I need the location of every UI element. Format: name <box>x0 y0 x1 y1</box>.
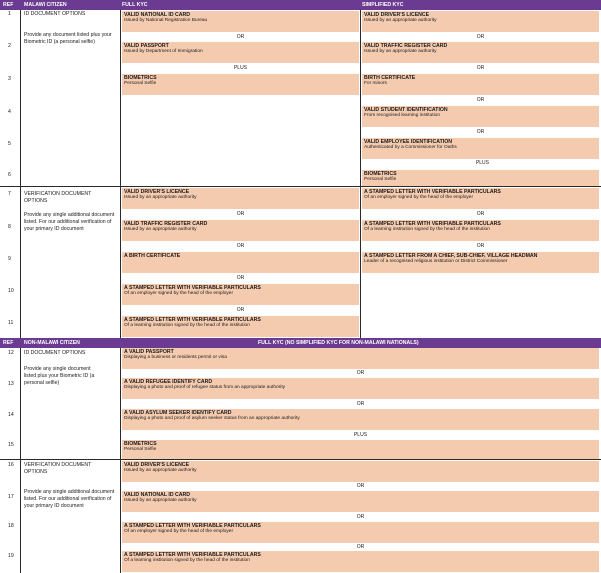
grid-line <box>0 186 601 187</box>
ref-number: 13 <box>8 381 14 387</box>
ref-number: 19 <box>8 553 14 559</box>
ref-number: 1 <box>8 11 11 17</box>
header-ref: REF <box>3 340 14 346</box>
document-card: VALID DRIVER'S LICENCE Issued by an appropriate authority <box>362 11 599 32</box>
document-card: BIRTH CERTIFICATE For minors <box>362 74 599 95</box>
verification-options-title: VERIFICATION DOCUMENT OPTIONS <box>24 462 92 475</box>
id-options-desc: Provide any document listed plus your Biometric ID (a personal selfie) <box>24 32 112 45</box>
document-card: VALID TRAFFIC REGISTER CARD Issued by an appropriate authority <box>122 220 359 241</box>
document-card: VALID DRIVER'S LICENCE Issued by an appropriate authority <box>122 461 599 482</box>
verification-options-desc: Provide any single additional document listed. For our additional verification of your primary ID document <box>24 489 115 509</box>
document-card: A STAMPED LETTER WITH VERIFIABLE PARTICULARS Of a learning institution signed by the head of the institution <box>122 316 359 337</box>
header-full-kyc: FULL KYC <box>122 2 148 8</box>
id-options-title: ID DOCUMENT OPTIONS <box>24 350 86 356</box>
ref-number: 15 <box>8 442 14 448</box>
document-card: A BIRTH CERTIFICATE <box>122 252 359 273</box>
grid-line <box>20 348 21 573</box>
document-card: VALID TRAFFIC REGISTER CARD Issued by an appropriate authority <box>362 42 599 63</box>
separator-or: OR <box>476 65 485 71</box>
header-simplified-kyc: SIMPLIFIED KYC <box>362 2 404 8</box>
separator-or: OR <box>476 129 485 135</box>
separator-or: OR <box>476 34 485 40</box>
header-citizen: MALAWI CITIZEN <box>24 2 67 8</box>
separator-or: OR <box>236 211 245 217</box>
ref-number: 11 <box>8 320 14 326</box>
section1-header <box>0 0 601 10</box>
ref-number: 2 <box>8 43 11 49</box>
ref-number: 14 <box>8 412 14 418</box>
ref-number: 7 <box>8 191 11 197</box>
ref-number: 8 <box>8 224 11 230</box>
ref-number: 17 <box>8 494 14 500</box>
ref-number: 12 <box>8 350 14 356</box>
document-card: A STAMPED LETTER WITH VERIFIABLE PARTICULARS Of an employer signed by the head of the employer <box>362 188 599 209</box>
document-card: VALID NATIONAL ID CARD Issued by an appropriate authority <box>122 491 599 512</box>
document-card: A VALID REFUGEE IDENTIFY CARD Displaying a photo and proof of refugee status from an appropriate authority <box>122 378 599 399</box>
document-card: VALID EMPLOYEE IDENTIFICATION Authenticated by a Commissioner for Oaths <box>362 138 599 159</box>
header-ref: REF <box>3 2 14 8</box>
ref-number: 18 <box>8 523 14 529</box>
separator-or: OR <box>236 307 245 313</box>
id-options-title: ID DOCUMENT OPTIONS <box>24 11 86 17</box>
document-card: VALID DRIVER'S LICENCE Issued by an appropriate authority <box>122 188 359 209</box>
grid-line <box>360 10 361 338</box>
document-card: VALID STUDENT IDENTIFICATION From recognised learning institution <box>362 106 599 127</box>
separator-or: OR <box>356 401 365 407</box>
ref-number: 6 <box>8 172 11 178</box>
grid-line <box>120 10 121 338</box>
document-card: A STAMPED LETTER WITH VERIFIABLE PARTICULARS Of an employer signed by the head of the employer <box>122 284 359 305</box>
id-options-desc: Provide any single document listed plus your Biometric ID (a personal selfie) <box>24 366 95 386</box>
document-card: A VALID ASYLUM SEEKER IDENTIFY CARD Displaying a photo and proof of asylum seeker status from an appropriate authority <box>122 409 599 430</box>
document-card: A STAMPED LETTER WITH VERIFIABLE PARTICULARS Of a learning institution signed by the head of the institution <box>122 551 599 572</box>
separator-or: OR <box>476 97 485 103</box>
document-card: BIOMETRICS Personal Selfie <box>122 440 599 459</box>
document-card: VALID NATIONAL ID CARD Issued by National Registration Bureau <box>122 11 359 32</box>
header-full-kyc-non-malawi: FULL KYC (NO SIMPLIFIED KYC FOR NON-MALAWI NATIONALS) <box>258 340 419 346</box>
verification-options-desc: Provide any single additional document listed. For our additional verification of your primary ID document <box>24 212 115 232</box>
header-non-citizen: NON-MALAWI CITIZEN <box>24 340 80 346</box>
verification-options-title: VERIFICATION DOCUMENT OPTIONS <box>24 191 92 204</box>
separator-or: OR <box>476 243 485 249</box>
separator-or: OR <box>356 544 365 550</box>
separator-or: OR <box>236 34 245 40</box>
document-card: A STAMPED LETTER WITH VERIFIABLE PARTICULARS Of a learning institution signed by the head of the institution <box>362 220 599 241</box>
ref-number: 3 <box>8 76 11 82</box>
document-card: A STAMPED LETTER WITH VERIFIABLE PARTICULARS Of an employer signed by the head of the employer <box>122 522 599 543</box>
ref-number: 9 <box>8 256 11 262</box>
separator-plus: PLUS <box>233 65 248 71</box>
ref-number: 5 <box>8 141 11 147</box>
separator-or: OR <box>356 514 365 520</box>
separator-or: OR <box>236 243 245 249</box>
separator-or: OR <box>356 483 365 489</box>
separator-or: OR <box>356 370 365 376</box>
grid-line <box>120 348 121 573</box>
document-card: A VALID PASSPORT Displaying a business or residents permit or visa <box>122 348 599 369</box>
document-card: VALID PASSPORT Issued by Department of Immigration <box>122 42 359 63</box>
ref-number: 10 <box>8 288 14 294</box>
separator-or: OR <box>236 275 245 281</box>
separator-or: OR <box>476 211 485 217</box>
document-card: A STAMPED LETTER FROM A CHIEF, SUB-CHIEF, VILLAGE HEADMAN Leader of a recognised religious institution or District Commissioner <box>362 252 599 273</box>
ref-number: 16 <box>8 462 14 468</box>
grid-line <box>20 10 21 338</box>
separator-plus: PLUS <box>353 432 368 438</box>
separator-plus: PLUS <box>475 160 489 166</box>
document-card: BIOMETRICS Personal Selfie <box>362 170 599 186</box>
document-card: BIOMETRICS Personal Selfie <box>122 74 359 95</box>
ref-number: 4 <box>8 109 11 115</box>
grid-line <box>0 459 601 460</box>
